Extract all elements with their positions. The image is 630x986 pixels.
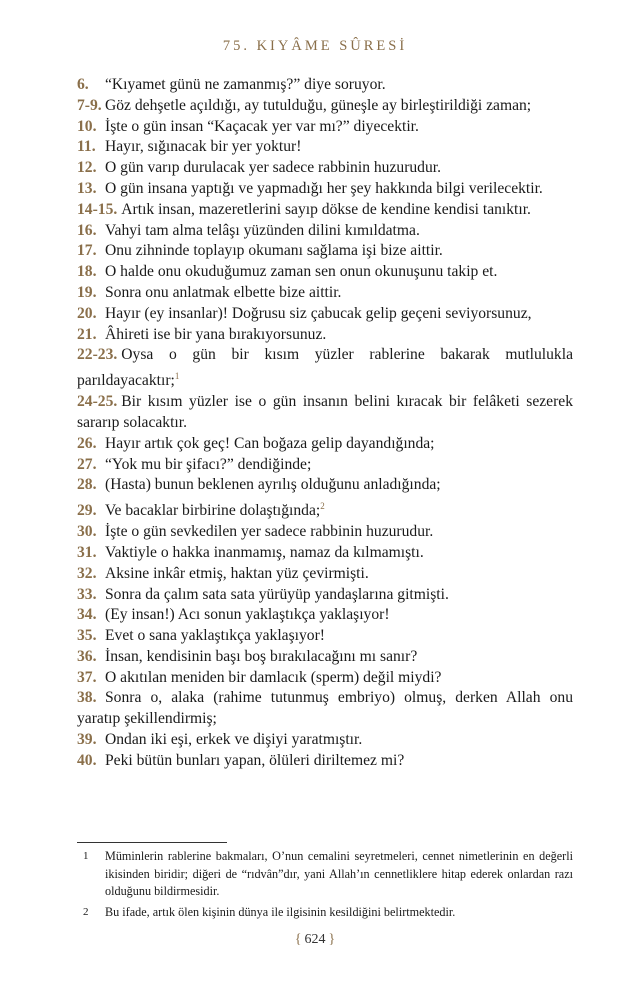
verse-text: İşte o gün sevkedilen yer sadece rabbinin huzurudur. bbox=[105, 523, 434, 541]
verse-row bbox=[77, 688, 573, 730]
verse-row bbox=[77, 96, 573, 117]
verse-text: Bir kısım yüzler ise o gün insanın belini kıracak bir felâketi sezerek sararıp solacaktır. bbox=[77, 393, 573, 431]
verse-text: Hayır (ey insanlar)! Doğrusu siz çabucak gelip geçeni seviyorsunuz, bbox=[105, 304, 532, 322]
footnote-number: 2 bbox=[83, 905, 89, 918]
verse-number: 31. bbox=[77, 543, 97, 561]
verse-text: Ve bacaklar birbirine dolaştığında; bbox=[105, 502, 321, 520]
verse-number: 35. bbox=[77, 627, 97, 645]
verse-row bbox=[77, 345, 573, 392]
verse-number: 17. bbox=[77, 242, 97, 260]
verse-text: Vaktiyle o hakka inanmamış, namaz da kılmamıştı. bbox=[105, 543, 424, 561]
verse-number: 32. bbox=[77, 564, 97, 582]
verse-number: 21. bbox=[77, 325, 97, 343]
footnote-text: Müminlerin rablerine bakmaları, O’nun cemalini seyretmeleri, cennet nimetlerinin en değerli ikisinden biridir; diğeri de “rıdvân”dır, yani Allah’ın cennetliklere hitap ederek onlardan razı olduğunu bildirmesidir. bbox=[105, 849, 573, 898]
verse-row bbox=[77, 262, 573, 283]
verse-number: 18. bbox=[77, 263, 97, 281]
verse-row bbox=[77, 647, 573, 668]
footnote-list bbox=[77, 848, 573, 924]
verse-number: 37. bbox=[77, 668, 97, 686]
verse-number: 33. bbox=[77, 585, 97, 603]
verse-row bbox=[77, 564, 573, 585]
verse-row bbox=[77, 751, 573, 772]
footnote-item bbox=[77, 904, 573, 922]
verse-number: 29. bbox=[77, 502, 97, 520]
verse-row bbox=[77, 626, 573, 647]
verse-number: 7-9. bbox=[77, 96, 102, 114]
verse-row bbox=[77, 179, 573, 200]
verse-row bbox=[77, 325, 573, 346]
verse-text: Âhireti ise bir yana bırakıyorsunuz. bbox=[105, 325, 327, 343]
verse-text: Ondan iki eşi, erkek ve dişiyi yaratmıştır. bbox=[105, 731, 363, 749]
verse-row bbox=[77, 200, 573, 221]
verse-text: Aksine inkâr etmiş, haktan yüz çevirmişti. bbox=[105, 564, 369, 582]
verse-row bbox=[77, 434, 573, 455]
verse-row bbox=[77, 221, 573, 242]
page-ornament-left: { bbox=[294, 932, 302, 947]
verse-number: 38. bbox=[77, 689, 97, 707]
verse-text: Peki bütün bunları yapan, ölüleri diriltemez mi? bbox=[105, 751, 405, 769]
footnote-item bbox=[77, 848, 573, 901]
verse-number: 12. bbox=[77, 159, 97, 177]
verse-row bbox=[77, 543, 573, 564]
verse-list bbox=[77, 75, 573, 772]
verse-text: (Ey insan!) Acı sonun yaklaştıkça yaklaşıyor! bbox=[105, 606, 390, 624]
verse-text: Sonra o, alaka (rahime tutunmuş embriyo) olmuş, derken Allah onu yaratıp şekillendirmiş; bbox=[77, 689, 573, 728]
verse-row bbox=[77, 158, 573, 179]
verse-number: 10. bbox=[77, 117, 97, 135]
verse-row bbox=[77, 522, 573, 543]
verse-row bbox=[77, 496, 573, 522]
footnote-number: 1 bbox=[83, 850, 89, 862]
page-ornament-right: } bbox=[328, 932, 336, 947]
verse-number: 6. bbox=[77, 76, 89, 93]
verse-text: O akıtılan meniden bir damlacık (sperm) değil miydi? bbox=[105, 668, 442, 686]
verse-number: 26. bbox=[77, 434, 97, 452]
verse-text: Hayır, sığınacak bir yer yoktur! bbox=[105, 138, 302, 156]
verse-number: 13. bbox=[77, 179, 97, 197]
verse-text: Onu zihninde toplayıp okumanı sağlama işi bize aittir. bbox=[105, 242, 443, 260]
verse-text: O halde onu okuduğumuz zaman sen onun okunuşunu takip et. bbox=[105, 263, 498, 281]
verse-number: 16. bbox=[77, 221, 97, 239]
verse-number: 39. bbox=[77, 731, 97, 749]
verse-number: 34. bbox=[77, 606, 97, 624]
footnote-divider bbox=[77, 842, 227, 843]
verse-row bbox=[77, 392, 573, 434]
verse-number: 11. bbox=[77, 138, 96, 156]
verse-number: 14-15. bbox=[77, 200, 118, 218]
verse-row bbox=[77, 137, 573, 158]
verse-row bbox=[77, 585, 573, 606]
verse-row bbox=[77, 730, 573, 751]
verse-text: O gün varıp durulacak yer sadece rabbinin huzurudur. bbox=[105, 159, 442, 177]
verse-row bbox=[77, 605, 573, 626]
verse-text: Vahyi tam alma telâşı yüzünden dilini kımıldatma. bbox=[105, 221, 420, 239]
verse-row bbox=[77, 668, 573, 689]
verse-row bbox=[77, 455, 573, 476]
verse-row bbox=[77, 117, 573, 138]
verse-number: 28. bbox=[77, 476, 97, 494]
page-header-title: 75. KIYÂME SÛRESİ bbox=[222, 38, 408, 54]
verse-number: 24-25. bbox=[77, 393, 118, 411]
verse-row bbox=[77, 283, 573, 304]
verse-number: 20. bbox=[77, 304, 97, 322]
verse-text: “Yok mu bir şifacı?” dendiğinde; bbox=[105, 455, 312, 473]
verse-row bbox=[77, 304, 573, 325]
verse-row bbox=[77, 75, 573, 96]
verse-text: Hayır artık çok geç! Can boğaza gelip dayandığında; bbox=[105, 434, 435, 452]
verse-text: Sonra onu anlatmak elbette bize aittir. bbox=[105, 283, 342, 301]
footnote-marker: 2 bbox=[320, 501, 325, 512]
verse-text: İnsan, kendisinin başı boş bırakılacağını mı sanır? bbox=[105, 647, 418, 665]
page-number bbox=[0, 932, 630, 948]
verse-text: Oysa o gün bir kısım yüzler rablerine bakarak mutlulukla parıldayacaktır; bbox=[77, 346, 573, 390]
verse-text: O gün insana yaptığı ve yapmadığı her şey hakkında bilgi verilecektir. bbox=[105, 179, 543, 197]
verse-text: Sonra da çalım sata sata yürüyüp yandaşlarına gitmişti. bbox=[105, 585, 449, 603]
verse-number: 36. bbox=[77, 647, 97, 665]
verse-row bbox=[77, 241, 573, 262]
verse-text: (Hasta) bunun beklenen ayrılış olduğunu anladığında; bbox=[105, 476, 441, 494]
verse-text: Göz dehşetle açıldığı, ay tutulduğu, güneşle ay birleştirildiği zaman; bbox=[105, 96, 532, 114]
verse-number: 22-23. bbox=[77, 346, 118, 364]
verse-text: “Kıyamet günü ne zamanmış?” diye soruyor. bbox=[105, 76, 386, 93]
verse-number: 30. bbox=[77, 523, 97, 541]
verse-text: Artık insan, mazeretlerini sayıp dökse de kendine kendisi tanıktır. bbox=[121, 200, 531, 218]
verse-text: İşte o gün insan “Kaçacak yer var mı?” diyecektir. bbox=[105, 117, 419, 135]
verse-row bbox=[77, 475, 573, 496]
verse-text: Evet o sana yaklaştıkça yaklaşıyor! bbox=[105, 627, 325, 645]
verse-number: 27. bbox=[77, 455, 97, 473]
verse-number: 40. bbox=[77, 751, 97, 769]
verse-number: 19. bbox=[77, 283, 97, 301]
page-number-value: 624 bbox=[304, 932, 326, 947]
footnote-text: Bu ifade, artık ölen kişinin dünya ile ilgisinin kesildiğini belirtmektedir. bbox=[105, 904, 456, 919]
footnote-marker: 1 bbox=[174, 371, 180, 382]
